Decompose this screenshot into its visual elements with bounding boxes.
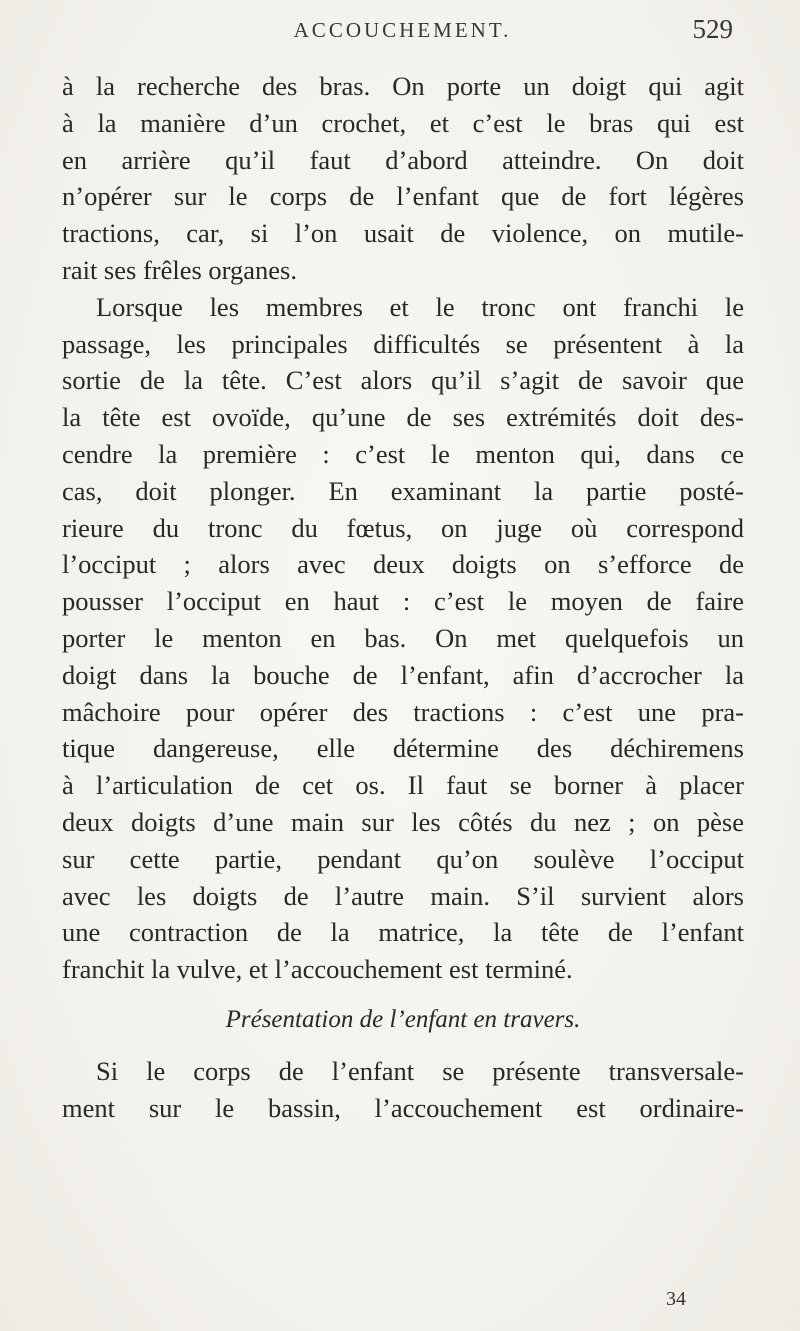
text-line: porter le menton en bas. On met quelquefois un (62, 622, 744, 653)
text-line: Lorsque les membres et le tronc ont franchi le (96, 291, 744, 322)
text-line: doigt dans la bouche de l’enfant, afin d’accrocher la (62, 659, 744, 690)
text-line: passage, les principales difficultés se présentent à la (62, 328, 744, 359)
text-line: tique dangereuse, elle détermine des déchiremens (62, 733, 744, 764)
body-text (62, 68, 744, 1126)
text-line: ment sur le bassin, l’accouchement est ordinaire- (62, 1092, 744, 1123)
section-heading: Présentation de l’enfant en travers. (225, 1005, 581, 1033)
text-line: la tête est ovoïde, qu’une de ses extrémités doit des- (62, 402, 744, 433)
running-title: ACCOUCHEMENT. (293, 18, 512, 42)
running-head (60, 14, 745, 54)
text-line: sur cette partie, pendant qu’on soulève l’occiput (62, 843, 744, 874)
text-line: Si le corps de l’enfant se présente transversale- (96, 1055, 744, 1086)
text-line: mâchoire pour opérer des tractions : c’est une pra- (62, 696, 744, 727)
text-line: l’occiput ; alors avec deux doigts on s’efforce de (62, 549, 744, 580)
signature-mark: 34 (666, 1288, 686, 1310)
text-line: sortie de la tête. C’est alors qu’il s’agit de savoir que (62, 365, 744, 396)
text-line: n’opérer sur le corps de l’enfant que de fort légères (62, 181, 744, 212)
text-line: franchit la vulve, et l’accouchement est terminé. (62, 954, 573, 985)
text-line: tractions, car, si l’on usait de violence, on mutile- (62, 218, 744, 249)
text-line: rieure du tronc du fœtus, on juge où correspond (62, 512, 744, 543)
text-line: pousser l’occiput en haut : c’est le moyen de faire (62, 586, 744, 617)
text-line: à la recherche des bras. On porte un doigt qui agit (62, 71, 744, 101)
text-line: une contraction de la matrice, la tête de l’enfant (62, 917, 744, 948)
text-line: cas, doit plonger. En examinant la partie posté- (62, 475, 744, 506)
text-line: à l’articulation de cet os. Il faut se borner à placer (62, 770, 744, 801)
text-line: en arrière qu’il faut d’abord atteindre. On doit (62, 144, 744, 175)
text-line: rait ses frêles organes. (62, 254, 297, 285)
text-line: cendre la première : c’est le menton qui, dans ce (62, 438, 744, 469)
page-number: 529 (692, 14, 733, 44)
text-line: à la manière d’un crochet, et c’est le bras qui est (62, 107, 744, 138)
text-line: avec les doigts de l’autre main. S’il survient alors (62, 880, 744, 911)
text-line: deux doigts d’une main sur les côtés du nez ; on pèse (62, 806, 744, 837)
